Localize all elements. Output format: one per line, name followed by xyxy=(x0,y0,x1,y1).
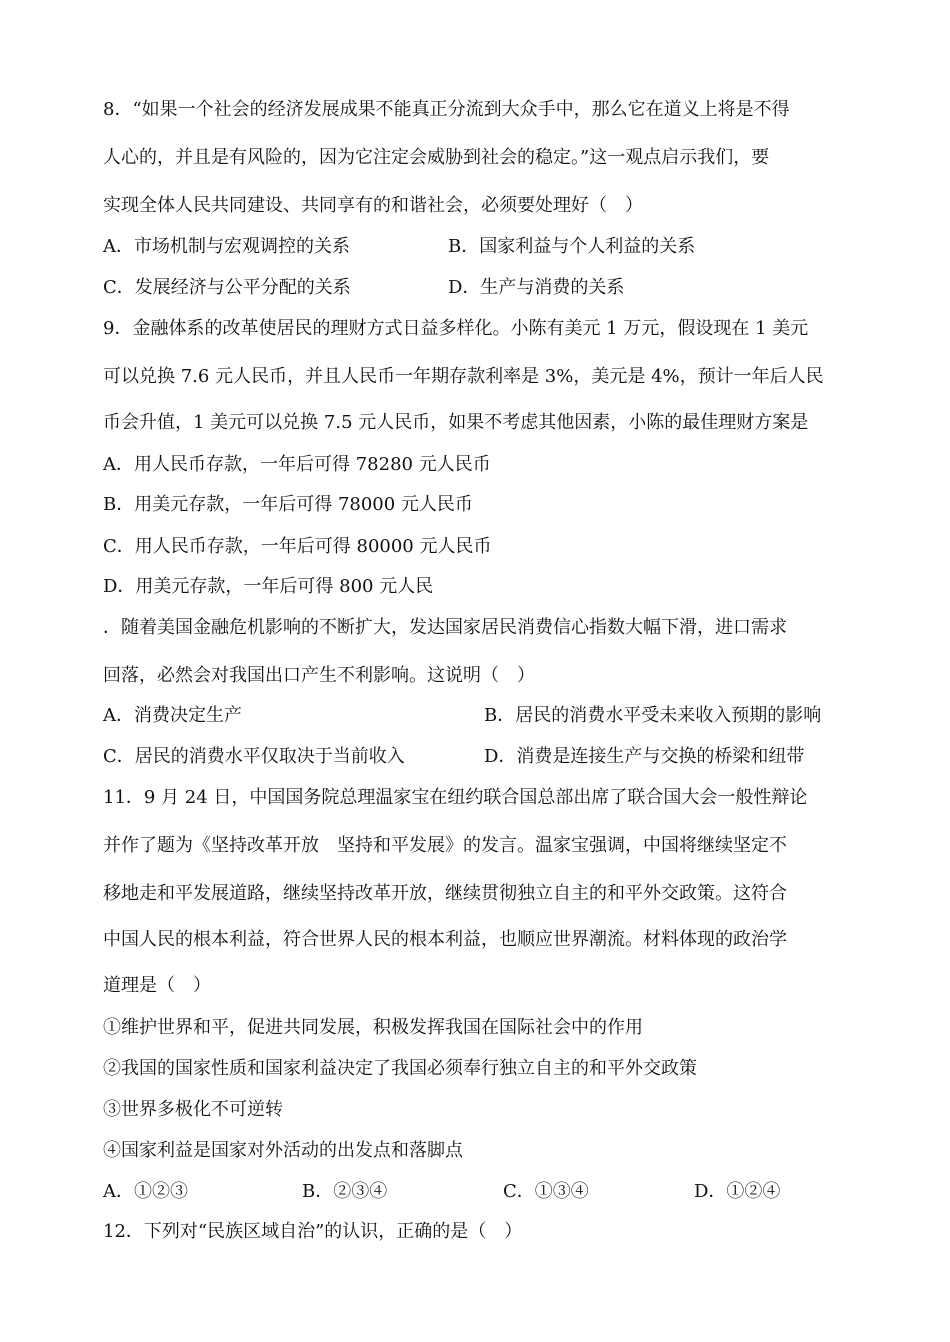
q10-option-b: B．居民的消费水平受未来收入预期的影响 xyxy=(484,705,822,726)
q11-option-d: D．①②④ xyxy=(694,1181,781,1202)
q11-option-a: A．①②③ xyxy=(103,1181,188,1202)
q11-statement-2: ②我国的国家性质和国家利益决定了我国必须奉行独立自主的和平外交政策 xyxy=(103,1058,697,1079)
q10-stem-line-2: 回落，必然会对我国出口产生不利影响。这说明（ ） xyxy=(103,665,535,686)
q9-option-b: B．用美元存款，一年后可得 78000 元人民币 xyxy=(103,494,473,515)
q8-option-d: D．生产与消费的关系 xyxy=(448,277,625,298)
q8-stem-line-2: 人心的，并且是有风险的，因为它注定会威胁到社会的稳定。”这一观点启示我们，要 xyxy=(103,147,770,168)
q8-stem-line-1: 8．“如果一个社会的经济发展成果不能真正分流到大众手中，那么它在道义上将是不得 xyxy=(103,99,790,120)
q11-stem-line-2: 并作了题为《坚持改革开放 坚持和平发展》的发言。温家宝强调，中国将继续坚定不 xyxy=(103,835,787,856)
q9-stem-line-2: 可以兑换 7.6 元人民币，并且人民币一年期存款利率是 3%，美元是 4%，预计一年后人民 xyxy=(103,366,824,387)
q12-stem-line-1: 12．下列对“民族区域自治”的认识，正确的是（ ） xyxy=(103,1221,523,1242)
q11-statement-4: ④国家利益是国家对外活动的出发点和落脚点 xyxy=(103,1140,463,1161)
q11-statement-3: ③世界多极化不可逆转 xyxy=(103,1099,283,1120)
q10-stem-line-1: ．随着美国金融危机影响的不断扩大，发达国家居民消费信心指数大幅下滑，进口需求 xyxy=(103,617,787,638)
q9-stem-line-1: 9．金融体系的改革使居民的理财方式日益多样化。小陈有美元 1 万元，假设现在 1 美元 xyxy=(103,318,809,339)
q9-stem-line-3: 币会升值，1 美元可以兑换 7.5 元人民币，如果不考虑其他因素，小陈的最佳理财方案是 xyxy=(103,412,809,433)
q8-option-c: C．发展经济与公平分配的关系 xyxy=(103,277,351,298)
q11-stem-line-5: 道理是（ ） xyxy=(103,975,211,996)
q8-stem-line-3: 实现全体人民共同建设、共同享有的和谐社会，必须要处理好（ ） xyxy=(103,195,643,216)
q9-option-c: C．用人民币存款，一年后可得 80000 元人民币 xyxy=(103,536,492,557)
q11-statement-1: ①维护世界和平，促进共同发展，积极发挥我国在国际社会中的作用 xyxy=(103,1017,643,1038)
q8-option-a: A．市场机制与宏观调控的关系 xyxy=(103,236,350,257)
q11-stem-line-1: 11．9 月 24 日，中国国务院总理温家宝在纽约联合国总部出席了联合国大会一般性辩论 xyxy=(103,787,808,808)
q11-stem-line-4: 中国人民的根本利益，符合世界人民的根本利益，也顺应世界潮流。材料体现的政治学 xyxy=(103,929,787,950)
q8-option-b: B．国家利益与个人利益的关系 xyxy=(448,236,696,257)
q11-stem-line-3: 移地走和平发展道路，继续坚持改革开放，继续贯彻独立自主的和平外交政策。这符合 xyxy=(103,883,787,904)
q10-option-a: A．消费决定生产 xyxy=(103,705,242,726)
q9-option-d: D．用美元存款，一年后可得 800 元人民 xyxy=(103,576,434,597)
q11-option-b: B．②③④ xyxy=(302,1181,388,1202)
q11-option-c: C．①③④ xyxy=(503,1181,589,1202)
q10-option-c: C．居民的消费水平仅取决于当前收入 xyxy=(103,746,405,767)
q10-option-d: D．消费是连接生产与交换的桥梁和纽带 xyxy=(484,746,805,767)
q9-option-a: A．用人民币存款，一年后可得 78280 元人民币 xyxy=(103,454,491,475)
